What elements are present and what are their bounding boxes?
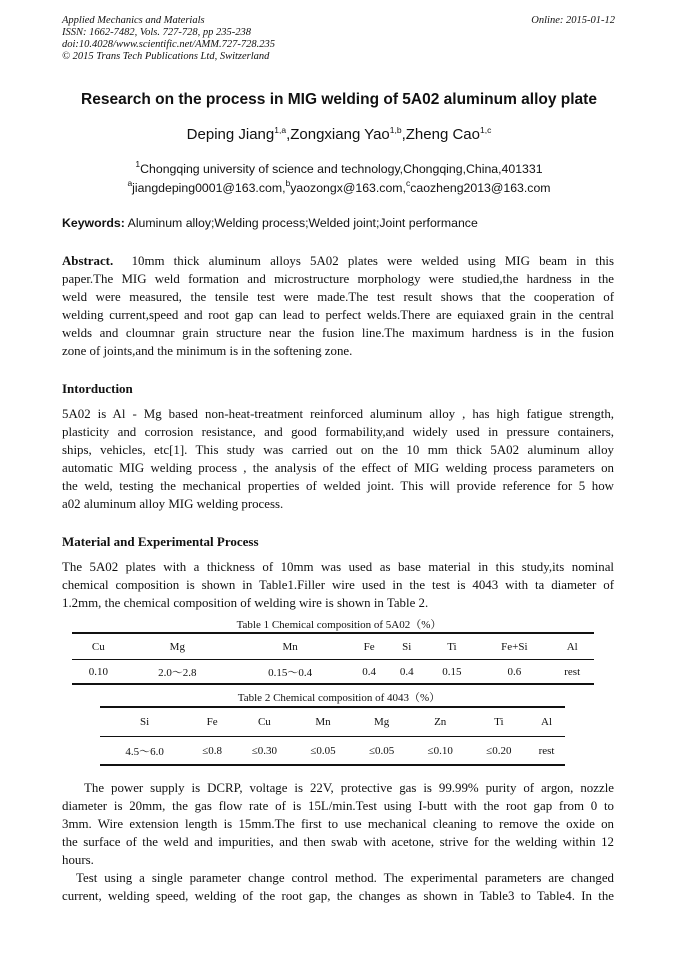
test-line: current, welding speed, welding of the root gap, the changes as shown in Table3 to Table4. In the [62, 889, 614, 903]
table-cell: 0.15～0.4 [268, 666, 313, 679]
table-header-row [100, 707, 565, 737]
abstract-line: paper.The MIG weld formation and microstructure morphology were studied,the hardness in the [62, 272, 614, 286]
author-name: Zheng Cao [405, 126, 480, 143]
table-cell: rest [564, 665, 581, 678]
test-paragraph [62, 869, 614, 905]
affiliation-sup: 1 [135, 159, 141, 169]
test-line: Test using a single parameter change control method. The experimental parameters are changed [76, 871, 614, 885]
author-sup: 1,a [274, 125, 287, 135]
table-header-cell: Cu [72, 633, 125, 660]
table-cell: ≤0.05 [368, 744, 395, 757]
abstract-line: zone of joints,and the minimum is in the softening zone. [62, 344, 353, 358]
material-line: 1.2mm, the chemical composition of welding wire is shown in Table 2. [62, 596, 429, 610]
table-header-cell: Fe+Si [478, 633, 550, 660]
keywords-text: Aluminum alloy;Welding process;Welded joint;Joint performance [127, 216, 478, 230]
abstract-line: welding current,speed and root gap can lead to perfect welds.There are equiaxed grain in the central [62, 308, 614, 322]
email-sup: c [405, 178, 411, 188]
material-line: chemical composition is shown in Table1.Filler wire used in the test is 4043 with ta diameter of [62, 578, 614, 592]
abstract-line-text: 10mm thick aluminum alloys 5A02 plates were welded using MIG beam in this [131, 254, 614, 268]
table-header-cell: Mg [125, 633, 230, 660]
table-cell: 0.15 [442, 665, 462, 678]
table-cell: ≤0.8 [202, 744, 223, 757]
copyright-line: © 2015 Trans Tech Publications Ltd, Switzerland [62, 51, 270, 62]
author-name: Deping Jiang [186, 126, 275, 143]
table-cell: ≤0.30 [251, 744, 278, 757]
table-header-cell: Si [100, 707, 189, 737]
table1-caption: Table 1 Chemical composition of 5A02（%） [236, 619, 442, 631]
table-cell: ≤0.20 [486, 744, 512, 757]
material-paragraph [62, 558, 614, 612]
doi-line: doi:10.4028/www.scientific.net/AMM.727-728.235 [62, 39, 275, 50]
table-header-cell: Mg [352, 707, 411, 737]
email-link[interactable]: caozheng2013@163.com [410, 181, 551, 195]
keywords-label: Keywords: [62, 216, 125, 230]
table-header-cell: Fe [350, 633, 388, 660]
table-cell: 2.0～2.8 [158, 666, 197, 679]
intro-paragraph [62, 405, 614, 513]
power-line: diameter is 20mm, the gas flow rate of is 15L/min.Test using I-butt with the root gap from 0 to [62, 799, 614, 813]
table-cell: 0.6 [507, 665, 522, 678]
power-paragraph [62, 779, 614, 869]
table-header-cell: Ti [470, 707, 529, 737]
abstract-line: weld were measured, the tensile test were made.The test result shows that the cooperation of [62, 290, 614, 304]
table-cell: 0.4 [362, 665, 377, 678]
table-header-cell: Mn [294, 707, 353, 737]
table-row [100, 737, 565, 766]
table-header-cell: Zn [411, 707, 470, 737]
abstract-label: Abstract. [62, 254, 114, 268]
issn-line: ISSN: 1662-7482, Vols. 727-728, pp 235-238 [62, 27, 251, 38]
author-sup: 1,c [479, 125, 492, 135]
intro-line: a02 aluminum alloy MIG welding process. [62, 497, 284, 511]
author-name: Zongxiang Yao [290, 126, 390, 143]
journal-name: Applied Mechanics and Materials [62, 15, 205, 26]
power-line: 3mm. Wire extension length is 15mm.The first to use mechanical cleaning to remove the oxide on [62, 817, 614, 831]
keywords [62, 216, 478, 230]
power-line: hours. [62, 853, 94, 867]
table1 [72, 632, 594, 685]
abstract-paragraph [62, 252, 614, 360]
table-header-cell: Cu [235, 707, 294, 737]
table-cell: 4.5～6.0 [125, 745, 164, 758]
intro-heading: Intorduction [62, 381, 133, 396]
email-sup: b [285, 178, 291, 188]
table-header-cell: Fe [189, 707, 235, 737]
table-cell: 0.10 [88, 665, 108, 678]
intro-line: the weld, testing the mechanical properties of welded joint. This will provide reference for 5 how [62, 479, 614, 493]
intro-line: ships, vehicles, etc[1]. This study was carried out on the 10 mm thick 5A02 aluminum alloy [62, 443, 614, 457]
power-line: The power supply is DCRP, voltage is 22V, protective gas is 99.99% purity of argon, nozzle [84, 781, 614, 795]
table2-caption: Table 2 Chemical composition of 4043（%） [237, 692, 441, 704]
affiliation [0, 159, 678, 176]
table-header-cell: Si [388, 633, 426, 660]
intro-line: plasticity and corrosion resistance, and good formability,and widely used in pressure containers, [62, 425, 614, 439]
table-header-cell: Al [550, 633, 594, 660]
author-sup: 1,b [389, 125, 402, 135]
intro-line: automatic MIG welding process , the analysis of the effect of MIG welding process parameters on [62, 461, 614, 475]
table-cell: 0.4 [399, 665, 414, 678]
journal-header [62, 15, 275, 63]
email-link[interactable]: yaozongx@163.com, [290, 181, 406, 195]
material-heading: Material and Experimental Process [62, 534, 259, 549]
table-cell: ≤0.10 [427, 744, 453, 757]
table-cell: rest [538, 744, 555, 757]
intro-line: 5A02 is Al - Mg based non-heat-treatment reinforced aluminum alloy , has high fatigue strength, [62, 407, 614, 421]
table-header-row [72, 633, 594, 660]
abstract-line [62, 252, 614, 270]
table-header-cell: Al [528, 707, 565, 737]
online-date: Online: 2015-01-12 [531, 15, 615, 26]
material-line: The 5A02 plates with a thickness of 10mm was used as base material in this study,its nominal [62, 560, 614, 574]
table-header-cell: Ti [426, 633, 479, 660]
email-line [0, 178, 678, 195]
abstract-line: welds and cloumnar grain structure near the fusion line.The maximum hardness is in the fusion [62, 326, 614, 340]
table-row [72, 660, 594, 685]
paper-title: Research on the process in MIG welding of 5A02 aluminum alloy plate [81, 91, 597, 108]
table2 [100, 706, 565, 766]
email-sup: a [127, 178, 133, 188]
affiliation-text: Chongqing university of science and technology,Chongqing,China,401331 [140, 162, 543, 176]
email-link[interactable]: jiangdeping0001@163.com, [132, 181, 286, 195]
power-line: the surface of the weld and impurities, and then swab with acetone, strive for the welding within 12 [62, 835, 614, 849]
author-list: Deping Jiang$^{1,a}$,Zongxiang Yao$^{1,b}$,Zheng Cao$^{1,c}$ [186, 125, 492, 143]
table-header-cell: Mn [230, 633, 350, 660]
table-cell: ≤0.05 [310, 744, 336, 757]
